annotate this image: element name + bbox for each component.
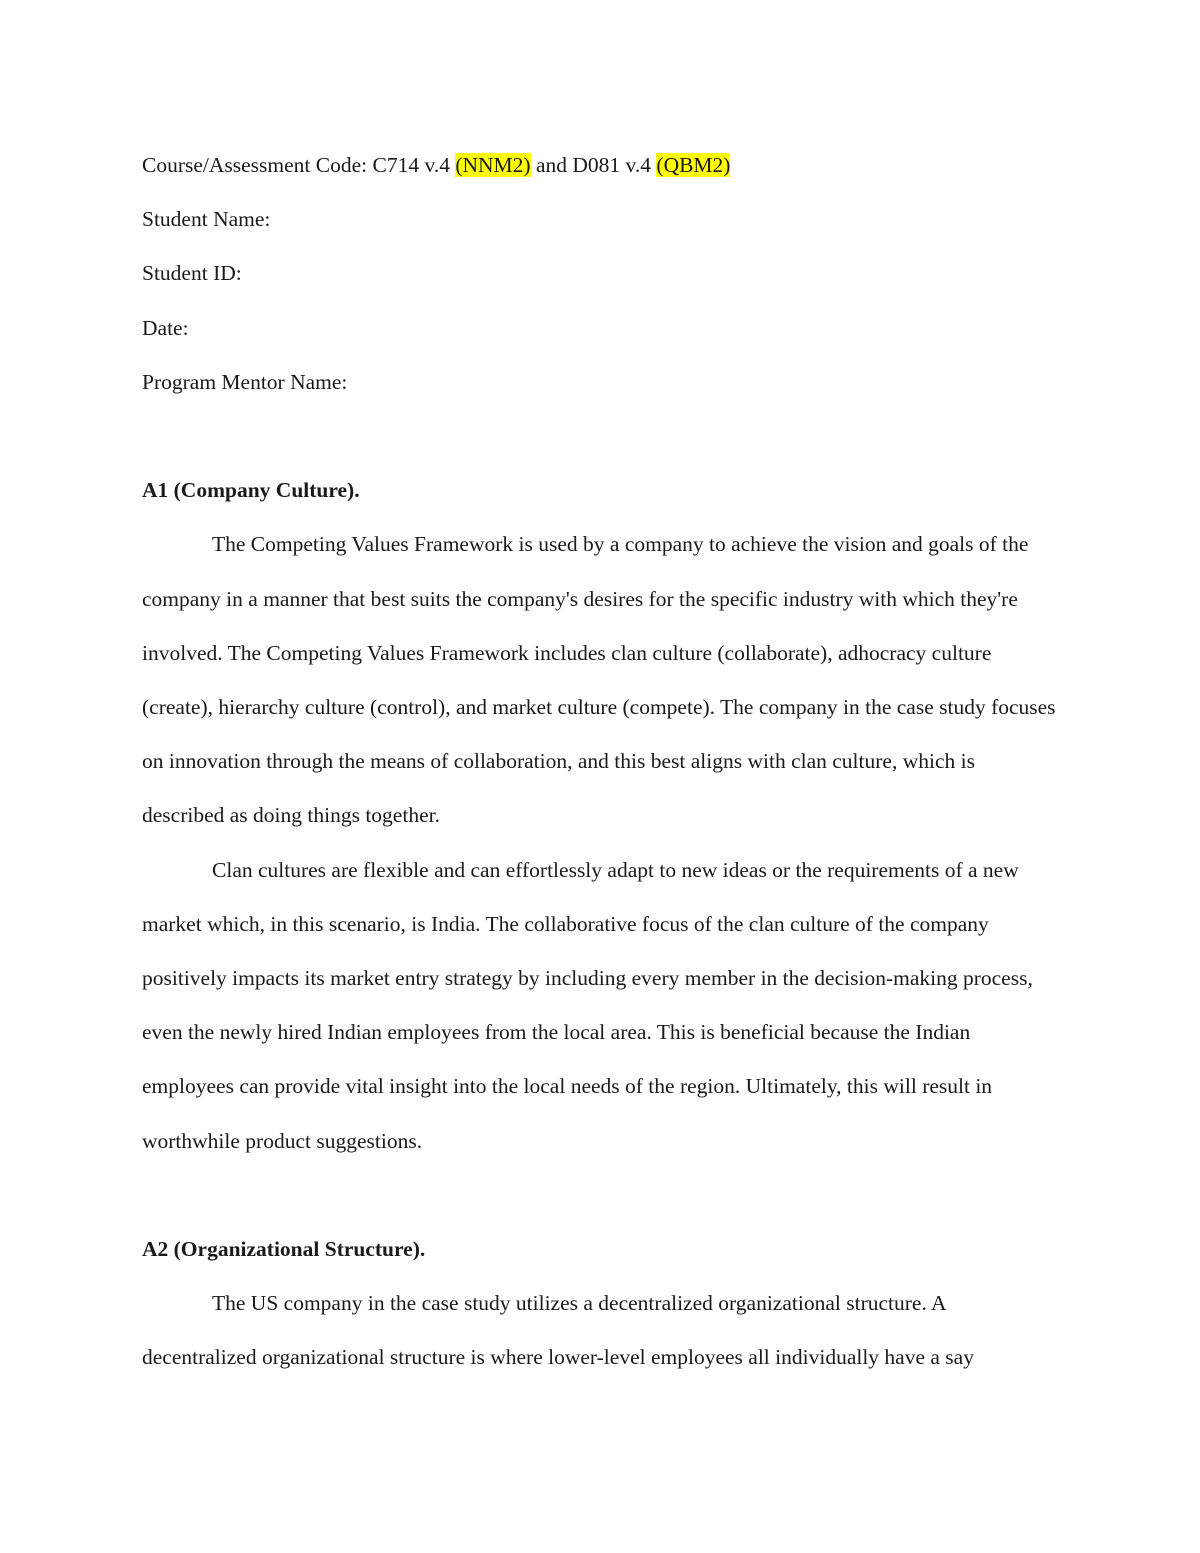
spacer <box>142 1168 1058 1222</box>
date-line: Date: <box>142 315 189 340</box>
spacer <box>142 409 1058 463</box>
student-name-line: Student Name: <box>142 207 271 232</box>
highlighted-code-nnm2: (NNM2) <box>455 153 531 177</box>
paragraph-a1-2: Clan cultures are flexible and can effortlessly adapt to new ideas or the requirements of a new market which, in this scenario, is India. The collaborative focus of the clan culture of the company positively impacts its market entry strategy by including every member in the decision-making process, even the newly hired Indian employees from the local area. This is beneficial because the Indian employees can provide vital insight into the local needs of the region. Ultimately, this will result in worthwhile product suggestions. <box>142 857 1033 1153</box>
mentor-line: Program Mentor Name: <box>142 369 348 394</box>
student-id-line: Student ID: <box>142 261 242 286</box>
paragraph-a1-1: The Competing Values Framework is used by a company to achieve the vision and goals of the company in a manner that best suits the company's desires for the specific industry with which they're involved. The Competing Values Framework includes clan culture (collaborate), adhocracy culture (create), hierarchy culture (control), and market culture (compete). The company in the case study focuses on innovation through the means of collaboration, and this best aligns with clan culture, which is described as doing things together. <box>142 532 1056 828</box>
highlighted-code-qbm2: (QBM2) <box>656 153 731 177</box>
section-heading-a2: A2 (Organizational Structure). <box>142 1237 426 1262</box>
document-body <box>142 138 1058 1385</box>
course-label: Course/Assessment Code: C714 v.4 <box>142 153 456 177</box>
section-heading-a1: A1 (Company Culture). <box>142 478 360 503</box>
course-code-line <box>142 138 1058 192</box>
and-text: and D081 v.4 <box>530 153 657 177</box>
paragraph-a2-1: The US company in the case study utilizes a decentralized organizational structure. A decentralized organizational structure is where lower-level employees all individually have a say <box>142 1291 974 1370</box>
